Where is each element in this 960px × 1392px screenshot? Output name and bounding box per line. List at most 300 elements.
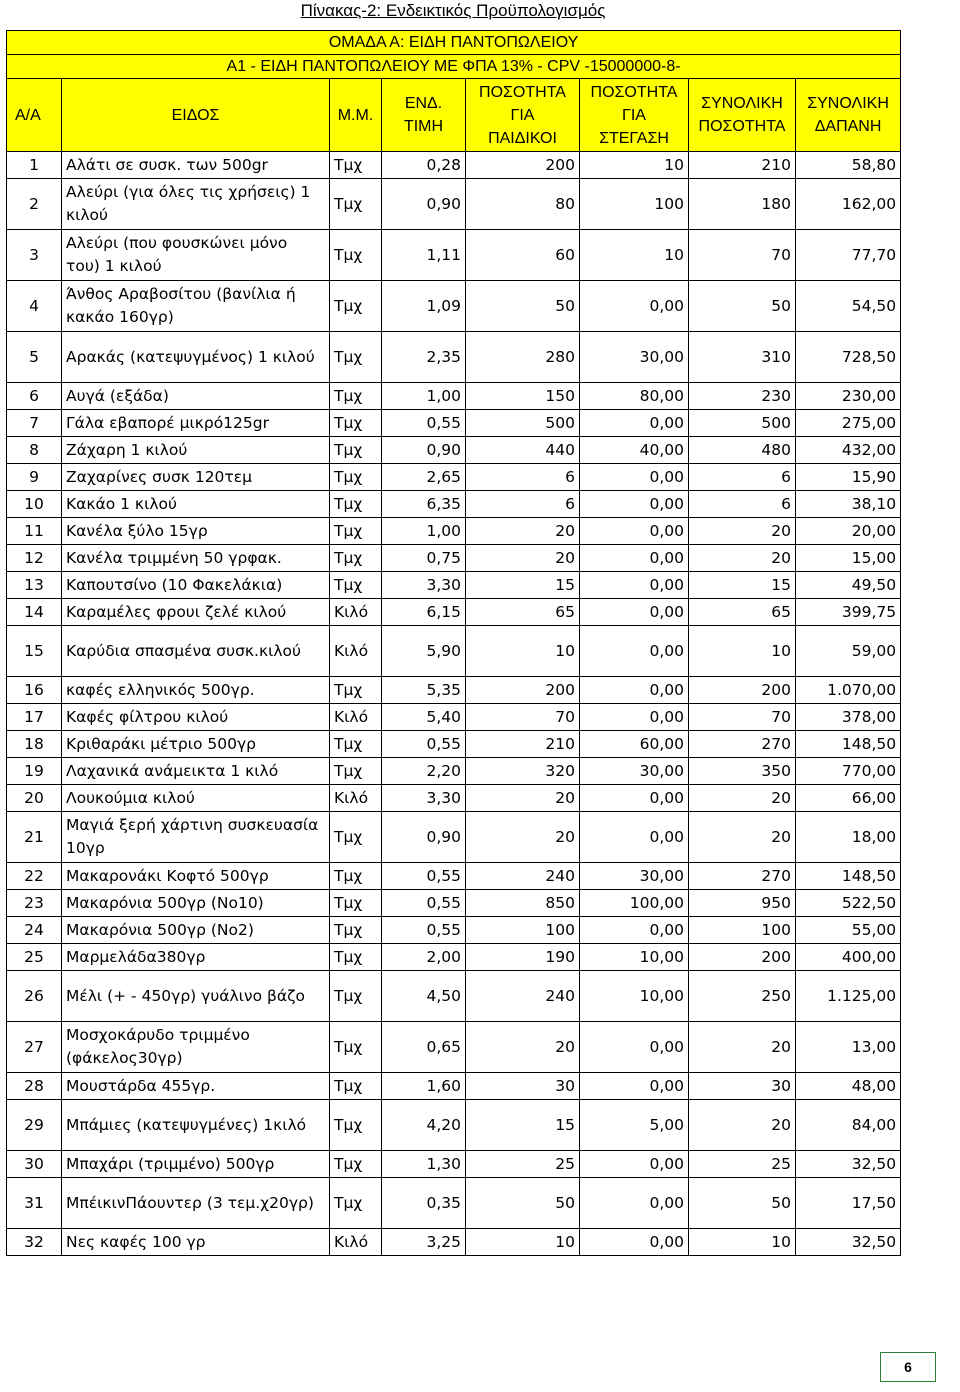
row-aa: 9: [7, 464, 62, 491]
table-row: [7, 491, 901, 518]
row-item: Λαχανικά ανάμεικτα 1 κιλό: [62, 758, 330, 785]
row-total-qty: 270: [689, 863, 796, 890]
row-unit: Τμχ: [330, 383, 382, 410]
row-qty-children: 850: [466, 890, 580, 917]
row-price: 0,55: [382, 890, 466, 917]
row-price: 0,65: [382, 1022, 466, 1073]
row-total-cost: 378,00: [796, 704, 901, 731]
row-aa: 16: [7, 677, 62, 704]
row-qty-shelter: 60,00: [580, 731, 689, 758]
row-aa: 11: [7, 518, 62, 545]
row-unit: Τμχ: [330, 890, 382, 917]
row-aa: 8: [7, 437, 62, 464]
row-total-cost: 13,00: [796, 1022, 901, 1073]
row-qty-shelter: 100,00: [580, 890, 689, 917]
row-total-qty: 6: [689, 491, 796, 518]
category-title: Α1 - ΕΙΔΗ ΠΑΝΤΟΠΩΛΕΙΟΥ ΜΕ ΦΠΑ 13% - CPV -15000000-8-: [7, 55, 901, 79]
row-total-cost: 1.125,00: [796, 971, 901, 1022]
row-qty-children: 440: [466, 437, 580, 464]
row-qty-children: 20: [466, 518, 580, 545]
row-qty-children: 65: [466, 599, 580, 626]
row-qty-shelter: 0,00: [580, 518, 689, 545]
row-total-qty: 50: [689, 1178, 796, 1229]
row-item: Μέλι (+ - 450γρ) γυάλινο βάζο: [62, 971, 330, 1022]
page-title: Πίνακας-2: Ενδεικτικός Προϋπολογισμός: [300, 1, 606, 20]
row-aa: 19: [7, 758, 62, 785]
row-total-cost: 275,00: [796, 410, 901, 437]
row-item: καφές ελληνικός 500γρ.: [62, 677, 330, 704]
row-aa: 10: [7, 491, 62, 518]
row-unit: Τμχ: [330, 545, 382, 572]
row-unit: Τμχ: [330, 152, 382, 179]
row-item: Κανέλα ξύλο 15γρ: [62, 518, 330, 545]
row-price: 0,90: [382, 812, 466, 863]
row-total-qty: 500: [689, 410, 796, 437]
row-price: 0,55: [382, 917, 466, 944]
row-qty-shelter: 0,00: [580, 917, 689, 944]
row-unit: Τμχ: [330, 677, 382, 704]
row-qty-children: 20: [466, 785, 580, 812]
row-item: Αυγά (εξάδα): [62, 383, 330, 410]
table-body: [7, 152, 901, 1256]
row-unit: Τμχ: [330, 230, 382, 281]
row-item: Μακαρόνια 500γρ (Νο2): [62, 917, 330, 944]
row-qty-children: 20: [466, 1022, 580, 1073]
row-total-qty: 480: [689, 437, 796, 464]
table-row: [7, 944, 901, 971]
row-price: 0,28: [382, 152, 466, 179]
row-qty-children: 60: [466, 230, 580, 281]
row-qty-children: 15: [466, 572, 580, 599]
row-price: 3,25: [382, 1229, 466, 1256]
row-price: 0,90: [382, 179, 466, 230]
row-price: 0,55: [382, 731, 466, 758]
row-price: 5,90: [382, 626, 466, 677]
row-item: Μακαρόνια 500γρ (Νο10): [62, 890, 330, 917]
row-qty-shelter: 5,00: [580, 1100, 689, 1151]
row-unit: Κιλό: [330, 599, 382, 626]
row-aa: 15: [7, 626, 62, 677]
row-total-qty: 210: [689, 152, 796, 179]
row-unit: Τμχ: [330, 917, 382, 944]
row-total-qty: 180: [689, 179, 796, 230]
row-qty-children: 30: [466, 1073, 580, 1100]
row-qty-shelter: 0,00: [580, 626, 689, 677]
row-total-cost: 20,00: [796, 518, 901, 545]
row-qty-shelter: 0,00: [580, 281, 689, 332]
table-row: [7, 917, 901, 944]
row-aa: 30: [7, 1151, 62, 1178]
row-unit: Κιλό: [330, 626, 382, 677]
row-price: 1,00: [382, 518, 466, 545]
row-aa: 25: [7, 944, 62, 971]
row-qty-children: 15: [466, 1100, 580, 1151]
row-qty-children: 20: [466, 812, 580, 863]
row-qty-shelter: 0,00: [580, 1151, 689, 1178]
table-row: [7, 890, 901, 917]
row-price: 4,20: [382, 1100, 466, 1151]
row-total-cost: 400,00: [796, 944, 901, 971]
row-qty-shelter: 0,00: [580, 599, 689, 626]
row-price: 1,30: [382, 1151, 466, 1178]
table-row: [7, 383, 901, 410]
row-qty-children: 80: [466, 179, 580, 230]
col-header-qty-shelter: ΠΟΣΟΤΗΤΑ ΓΙΑ ΣΤΕΓΑΣΗ: [580, 79, 689, 152]
row-price: 1,60: [382, 1073, 466, 1100]
table-row: [7, 599, 901, 626]
row-qty-shelter: 10: [580, 230, 689, 281]
row-qty-children: 50: [466, 1178, 580, 1229]
row-total-qty: 270: [689, 731, 796, 758]
row-unit: Τμχ: [330, 971, 382, 1022]
row-qty-shelter: 0,00: [580, 545, 689, 572]
row-item: Μπάμιες (κατεψυγμένες) 1κιλό: [62, 1100, 330, 1151]
row-total-qty: 200: [689, 677, 796, 704]
row-item: Κανέλα τριμμένη 50 γρφακ.: [62, 545, 330, 572]
row-qty-children: 6: [466, 491, 580, 518]
row-total-cost: 58,80: [796, 152, 901, 179]
row-item: Μπαχάρι (τριμμένο) 500γρ: [62, 1151, 330, 1178]
table-row: [7, 518, 901, 545]
row-unit: Τμχ: [330, 812, 382, 863]
row-total-cost: 770,00: [796, 758, 901, 785]
row-aa: 12: [7, 545, 62, 572]
table-row: [7, 545, 901, 572]
row-total-qty: 20: [689, 1100, 796, 1151]
row-qty-shelter: 0,00: [580, 1229, 689, 1256]
row-total-qty: 65: [689, 599, 796, 626]
row-qty-shelter: 40,00: [580, 437, 689, 464]
row-qty-children: 10: [466, 626, 580, 677]
row-qty-shelter: 0,00: [580, 464, 689, 491]
row-qty-children: 6: [466, 464, 580, 491]
table-row: [7, 1022, 901, 1073]
row-aa: 27: [7, 1022, 62, 1073]
row-total-qty: 25: [689, 1151, 796, 1178]
row-total-qty: 250: [689, 971, 796, 1022]
row-qty-children: 240: [466, 863, 580, 890]
row-unit: Τμχ: [330, 863, 382, 890]
table-row: [7, 863, 901, 890]
row-item: Κακάο 1 κιλού: [62, 491, 330, 518]
table-row: [7, 971, 901, 1022]
row-total-cost: 32,50: [796, 1229, 901, 1256]
row-total-cost: 399,75: [796, 599, 901, 626]
row-item: Αλεύρι (που φουσκώνει μόνο του) 1 κιλού: [62, 230, 330, 281]
row-qty-children: 10: [466, 1229, 580, 1256]
row-unit: Τμχ: [330, 518, 382, 545]
row-item: Μουστάρδα 455γρ.: [62, 1073, 330, 1100]
row-qty-children: 280: [466, 332, 580, 383]
row-item: Μαγιά ξερή χάρτινη συσκευασία 10γρ: [62, 812, 330, 863]
row-total-cost: 522,50: [796, 890, 901, 917]
row-qty-children: 25: [466, 1151, 580, 1178]
row-item: Καφές φίλτρου κιλού: [62, 704, 330, 731]
row-price: 0,90: [382, 437, 466, 464]
row-qty-children: 320: [466, 758, 580, 785]
row-aa: 5: [7, 332, 62, 383]
row-qty-children: 150: [466, 383, 580, 410]
row-aa: 24: [7, 917, 62, 944]
row-total-cost: 38,10: [796, 491, 901, 518]
row-total-cost: 32,50: [796, 1151, 901, 1178]
row-qty-children: 100: [466, 917, 580, 944]
row-aa: 28: [7, 1073, 62, 1100]
row-total-qty: 230: [689, 383, 796, 410]
row-total-cost: 55,00: [796, 917, 901, 944]
table-row: [7, 626, 901, 677]
row-qty-shelter: 10,00: [580, 971, 689, 1022]
row-price: 2,65: [382, 464, 466, 491]
table-row: [7, 464, 901, 491]
row-unit: Τμχ: [330, 758, 382, 785]
col-header-price: ΕΝΔ. ΤΙΜΗ: [382, 79, 466, 152]
row-aa: 21: [7, 812, 62, 863]
row-total-qty: 70: [689, 230, 796, 281]
table-row: [7, 437, 901, 464]
row-qty-shelter: 0,00: [580, 1178, 689, 1229]
row-aa: 3: [7, 230, 62, 281]
row-total-cost: 432,00: [796, 437, 901, 464]
row-qty-shelter: 0,00: [580, 491, 689, 518]
row-item: Μοσχοκάρυδο τριμμένο (φάκελος30γρ): [62, 1022, 330, 1073]
row-aa: 20: [7, 785, 62, 812]
table-row: [7, 677, 901, 704]
row-aa: 2: [7, 179, 62, 230]
row-price: 6,15: [382, 599, 466, 626]
row-qty-shelter: 0,00: [580, 785, 689, 812]
row-total-qty: 200: [689, 944, 796, 971]
col-header-qty-children: ΠΟΣΟΤΗΤΑ ΓΙΑ ΠΑΙΔΙΚΟΙ: [466, 79, 580, 152]
table-row: [7, 281, 901, 332]
row-qty-shelter: 0,00: [580, 1022, 689, 1073]
row-price: 5,40: [382, 704, 466, 731]
row-item: Αρακάς (κατεψυγμένος) 1 κιλού: [62, 332, 330, 383]
row-total-cost: 59,00: [796, 626, 901, 677]
row-item: Αλεύρι (για όλες τις χρήσεις) 1 κιλού: [62, 179, 330, 230]
row-price: 1,00: [382, 383, 466, 410]
row-item: Κριθαράκι μέτριο 500γρ: [62, 731, 330, 758]
row-total-cost: 49,50: [796, 572, 901, 599]
row-price: 2,20: [382, 758, 466, 785]
row-item: Μακαρονάκι Κοφτό 500γρ: [62, 863, 330, 890]
row-total-qty: 310: [689, 332, 796, 383]
row-price: 2,00: [382, 944, 466, 971]
row-aa: 13: [7, 572, 62, 599]
row-total-cost: 230,00: [796, 383, 901, 410]
row-qty-shelter: 10: [580, 152, 689, 179]
row-aa: 6: [7, 383, 62, 410]
row-total-cost: 148,50: [796, 731, 901, 758]
row-unit: Κιλό: [330, 785, 382, 812]
table-row: [7, 785, 901, 812]
table-row: [7, 152, 901, 179]
row-total-qty: 100: [689, 917, 796, 944]
row-aa: 18: [7, 731, 62, 758]
table-row: [7, 179, 901, 230]
row-price: 4,50: [382, 971, 466, 1022]
row-aa: 22: [7, 863, 62, 890]
row-qty-children: 200: [466, 677, 580, 704]
row-unit: Τμχ: [330, 731, 382, 758]
table-row: [7, 1229, 901, 1256]
row-price: 1,09: [382, 281, 466, 332]
row-unit: Κιλό: [330, 1229, 382, 1256]
row-total-qty: 350: [689, 758, 796, 785]
row-qty-shelter: 30,00: [580, 758, 689, 785]
row-total-cost: 728,50: [796, 332, 901, 383]
row-qty-shelter: 0,00: [580, 704, 689, 731]
row-qty-shelter: 0,00: [580, 677, 689, 704]
row-unit: Τμχ: [330, 1022, 382, 1073]
table-row: [7, 332, 901, 383]
row-qty-children: 210: [466, 731, 580, 758]
col-header-total-cost: ΣΥΝΟΛΙΚΗ ΔΑΠΑΝΗ: [796, 79, 901, 152]
row-total-cost: 84,00: [796, 1100, 901, 1151]
row-unit: Τμχ: [330, 464, 382, 491]
row-unit: Τμχ: [330, 1073, 382, 1100]
row-qty-children: 50: [466, 281, 580, 332]
row-unit: Τμχ: [330, 179, 382, 230]
row-aa: 1: [7, 152, 62, 179]
col-header-item: ΕΙΔΟΣ: [62, 79, 330, 152]
row-item: Άνθος Αραβοσίτου (βανίλια ή κακάο 160γρ): [62, 281, 330, 332]
row-item: Νες καφές 100 γρ: [62, 1229, 330, 1256]
row-total-qty: 950: [689, 890, 796, 917]
row-qty-children: 500: [466, 410, 580, 437]
row-qty-shelter: 0,00: [580, 1073, 689, 1100]
row-price: 0,35: [382, 1178, 466, 1229]
row-aa: 17: [7, 704, 62, 731]
row-unit: Τμχ: [330, 491, 382, 518]
row-unit: Τμχ: [330, 1151, 382, 1178]
row-unit: Τμχ: [330, 572, 382, 599]
row-total-cost: 17,50: [796, 1178, 901, 1229]
budget-table: [6, 30, 901, 1256]
row-aa: 4: [7, 281, 62, 332]
row-item: Καπουτσίνο (10 Φακελάκια): [62, 572, 330, 599]
row-qty-shelter: 100: [580, 179, 689, 230]
row-total-cost: 148,50: [796, 863, 901, 890]
table-row: [7, 758, 901, 785]
row-total-qty: 15: [689, 572, 796, 599]
row-total-cost: 162,00: [796, 179, 901, 230]
row-total-cost: 15,90: [796, 464, 901, 491]
row-total-qty: 10: [689, 626, 796, 677]
row-qty-shelter: 0,00: [580, 812, 689, 863]
row-aa: 26: [7, 971, 62, 1022]
row-total-qty: 20: [689, 785, 796, 812]
row-total-qty: 50: [689, 281, 796, 332]
row-price: 1,11: [382, 230, 466, 281]
row-price: 0,55: [382, 410, 466, 437]
row-qty-shelter: 0,00: [580, 410, 689, 437]
row-total-cost: 18,00: [796, 812, 901, 863]
row-item: Καρύδια σπασμένα συσκ.κιλού: [62, 626, 330, 677]
row-price: 3,30: [382, 572, 466, 599]
row-total-cost: 15,00: [796, 545, 901, 572]
row-aa: 32: [7, 1229, 62, 1256]
row-price: 3,30: [382, 785, 466, 812]
row-qty-shelter: 80,00: [580, 383, 689, 410]
row-aa: 29: [7, 1100, 62, 1151]
row-total-cost: 54,50: [796, 281, 901, 332]
row-total-qty: 20: [689, 1022, 796, 1073]
row-price: 2,35: [382, 332, 466, 383]
table-row: [7, 1151, 901, 1178]
row-total-cost: 66,00: [796, 785, 901, 812]
row-total-qty: 20: [689, 518, 796, 545]
table-row: [7, 572, 901, 599]
row-item: ΜπέικινΠάουντερ (3 τεμ.χ20γρ): [62, 1178, 330, 1229]
row-total-cost: 1.070,00: [796, 677, 901, 704]
row-qty-children: 190: [466, 944, 580, 971]
row-aa: 23: [7, 890, 62, 917]
row-total-cost: 48,00: [796, 1073, 901, 1100]
table-row: [7, 410, 901, 437]
row-aa: 31: [7, 1178, 62, 1229]
row-aa: 7: [7, 410, 62, 437]
table-row: [7, 1100, 901, 1151]
row-qty-shelter: 30,00: [580, 863, 689, 890]
page-number: 6: [880, 1352, 936, 1382]
row-unit: Τμχ: [330, 944, 382, 971]
row-total-qty: 30: [689, 1073, 796, 1100]
table-row: [7, 704, 901, 731]
row-total-qty: 10: [689, 1229, 796, 1256]
table-row: [7, 230, 901, 281]
row-total-qty: 6: [689, 464, 796, 491]
row-unit: Τμχ: [330, 410, 382, 437]
row-aa: 14: [7, 599, 62, 626]
row-unit: Τμχ: [330, 437, 382, 464]
group-title: ΟΜΑΔΑ Α: ΕΙΔΗ ΠΑΝΤΟΠΩΛΕΙΟΥ: [7, 31, 901, 55]
table-row: [7, 1073, 901, 1100]
row-item: Αλάτι σε συσκ. των 500gr: [62, 152, 330, 179]
row-price: 0,75: [382, 545, 466, 572]
row-unit: Τμχ: [330, 281, 382, 332]
row-qty-shelter: 10,00: [580, 944, 689, 971]
row-item: Καραμέλες φρουι ζελέ κιλού: [62, 599, 330, 626]
row-item: Μαρμελάδα380γρ: [62, 944, 330, 971]
table-row: [7, 1178, 901, 1229]
row-item: Γάλα εβαπορέ μικρό125gr: [62, 410, 330, 437]
row-item: Ζαχαρίνες συσκ 120τεμ: [62, 464, 330, 491]
col-header-unit: Μ.Μ.: [330, 79, 382, 152]
row-total-qty: 20: [689, 812, 796, 863]
col-header-aa: Α/Α: [7, 79, 62, 152]
row-unit: Κιλό: [330, 704, 382, 731]
row-qty-shelter: 30,00: [580, 332, 689, 383]
row-total-cost: 77,70: [796, 230, 901, 281]
row-unit: Τμχ: [330, 1100, 382, 1151]
table-row: [7, 731, 901, 758]
row-item: Λουκούμια κιλού: [62, 785, 330, 812]
row-unit: Τμχ: [330, 1178, 382, 1229]
row-price: 5,35: [382, 677, 466, 704]
row-price: 0,55: [382, 863, 466, 890]
table-row: [7, 812, 901, 863]
row-qty-children: 70: [466, 704, 580, 731]
row-qty-children: 20: [466, 545, 580, 572]
row-unit: Τμχ: [330, 332, 382, 383]
row-qty-children: 200: [466, 152, 580, 179]
row-qty-shelter: 0,00: [580, 572, 689, 599]
row-total-qty: 70: [689, 704, 796, 731]
row-item: Ζάχαρη 1 κιλού: [62, 437, 330, 464]
row-total-qty: 20: [689, 545, 796, 572]
row-price: 6,35: [382, 491, 466, 518]
